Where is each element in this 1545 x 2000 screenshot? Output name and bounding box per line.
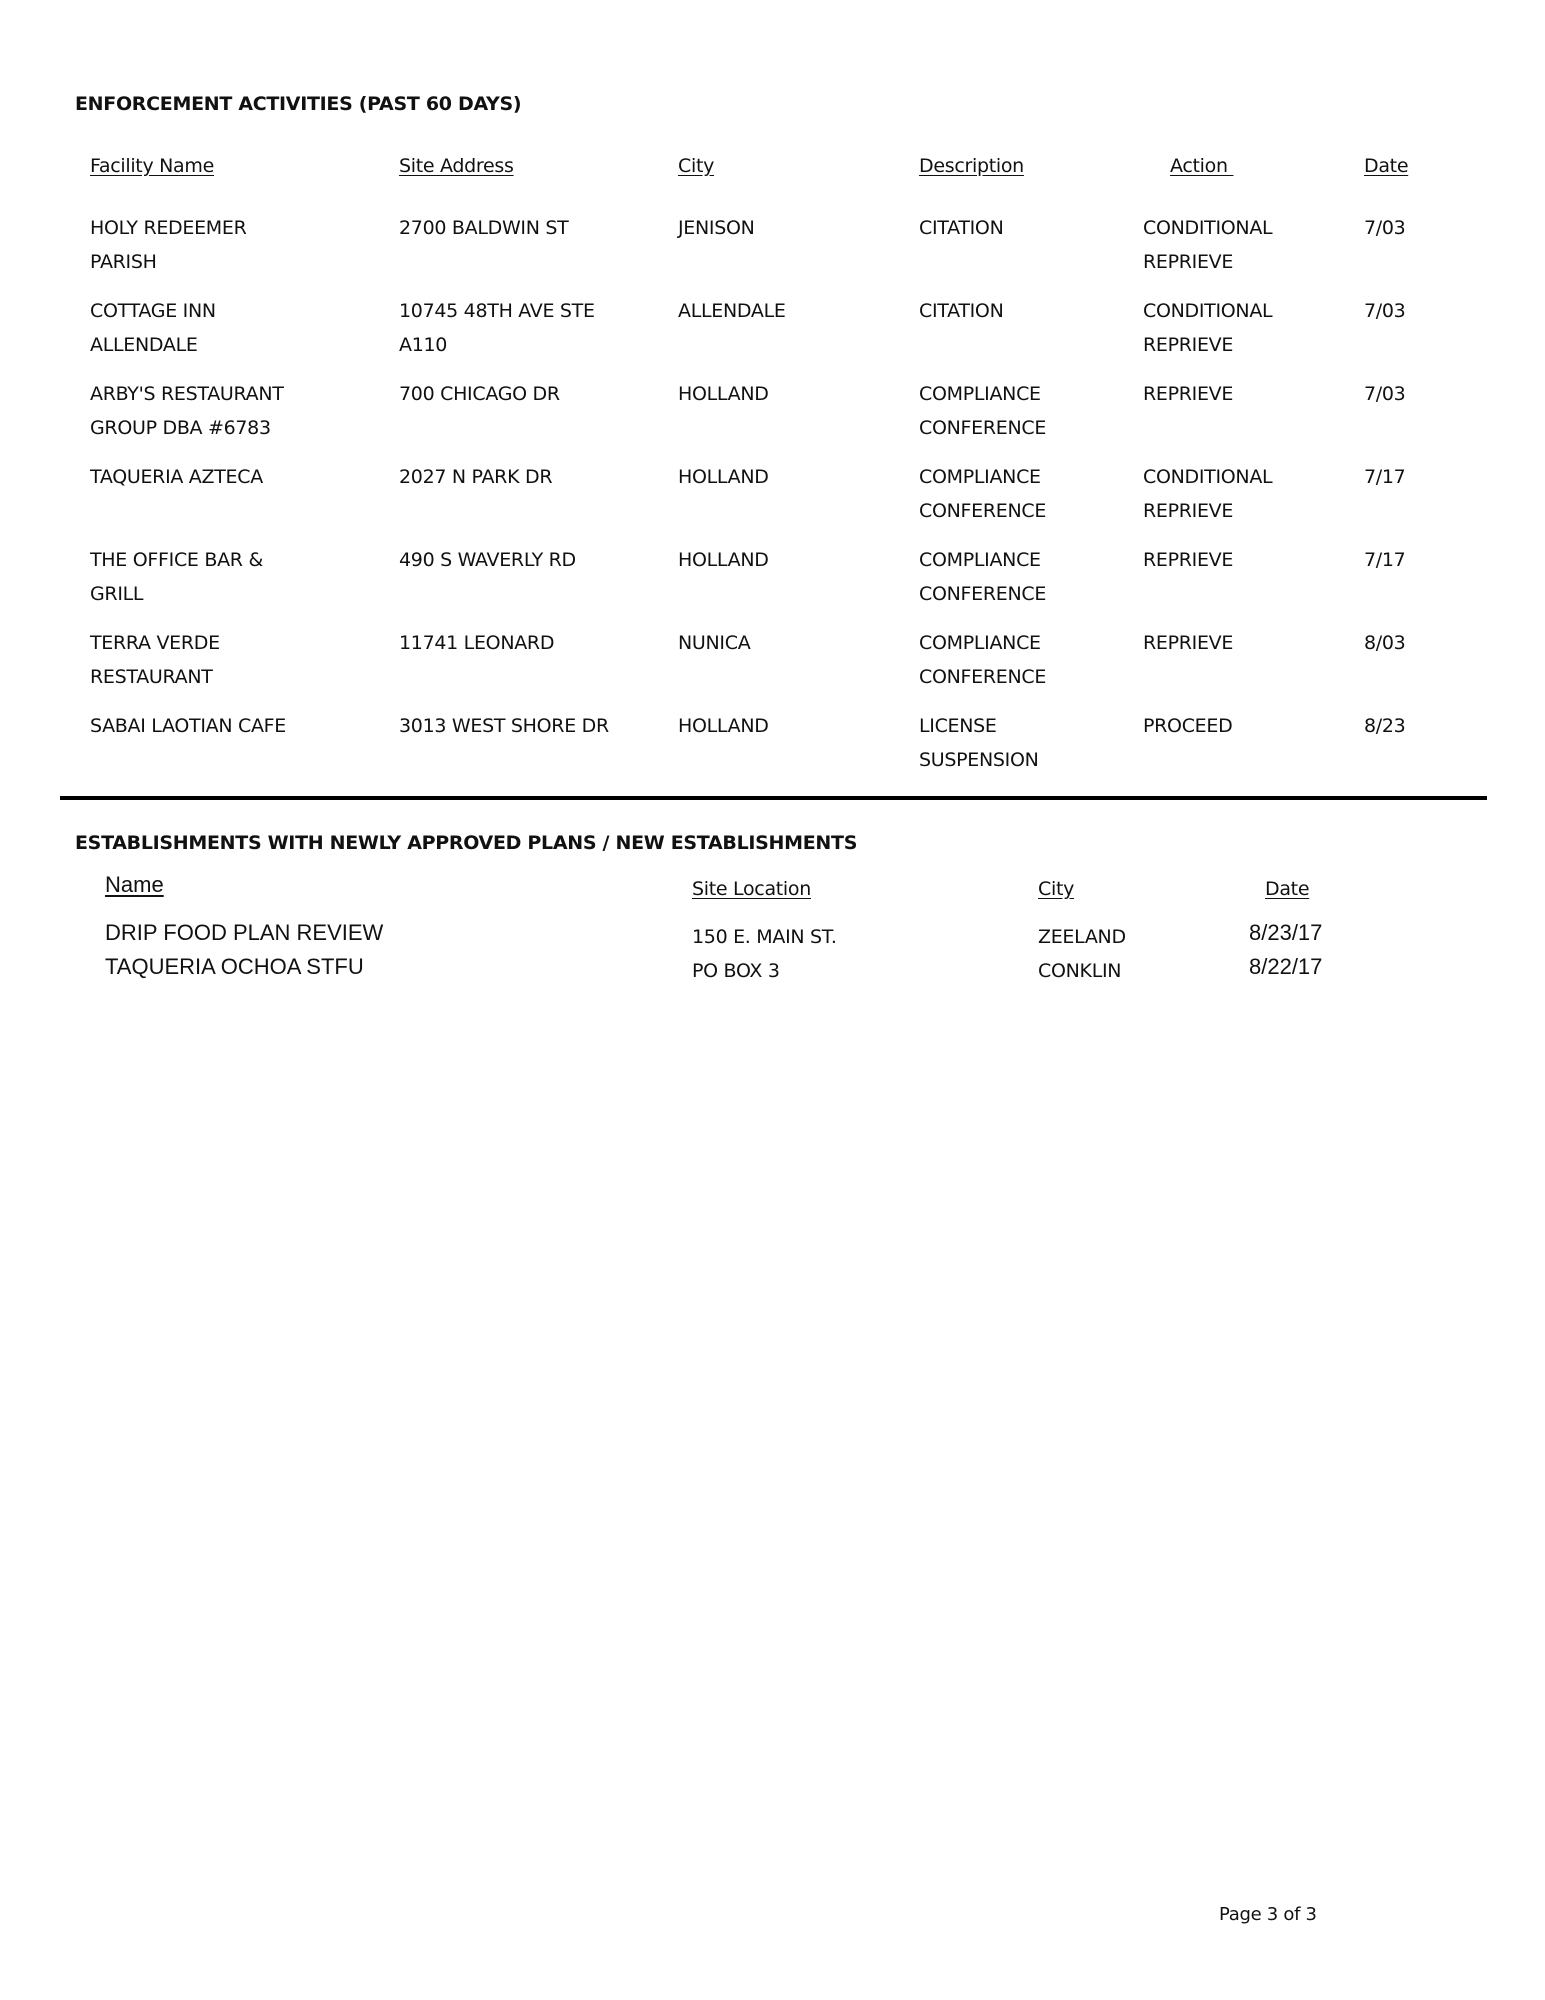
cell-address: 11741 LEONARD [399,632,555,654]
cell-action: CONDITIONAL REPRIEVE [1143,466,1273,522]
header-city: City [678,155,715,177]
cell-location: 150 E. MAIN ST. [692,926,837,948]
cell-date: 7/03 [1364,300,1406,322]
cell-city: CONKLIN [1038,960,1122,982]
cell-description: COMPLIANCE CONFERENCE [919,549,1047,605]
header-city: City [1038,878,1075,900]
cell-action: REPRIEVE [1143,549,1234,571]
cell-city: HOLLAND [678,715,769,737]
cell-name: TAQUERIA OCHOA STFU [105,954,364,979]
cell-city: NUNICA [678,632,751,654]
cell-date: 8/22/17 [1249,954,1323,979]
cell-city: HOLLAND [678,549,769,571]
establishments-section-title: ESTABLISHMENTS WITH NEWLY APPROVED PLANS / NEW ESTABLISHMENTS [75,832,858,854]
header-site-address: Site Address [399,155,514,177]
header-date: Date [1265,878,1310,900]
cell-date: 7/03 [1364,217,1406,239]
header-action: Action [1170,155,1234,177]
cell-facility: THE OFFICE BAR & GRILL [90,549,263,605]
cell-name: DRIP FOOD PLAN REVIEW [105,920,384,945]
cell-action: CONDITIONAL REPRIEVE [1143,217,1273,273]
cell-action: CONDITIONAL REPRIEVE [1143,300,1273,356]
cell-city: HOLLAND [678,383,769,405]
header-facility-name: Facility Name [90,155,214,177]
cell-address: 2027 N PARK DR [399,466,553,488]
cell-date: 8/23/17 [1249,920,1323,945]
header-name: Name [105,872,164,897]
section-divider [60,796,1487,800]
header-site-location: Site Location [692,878,811,900]
cell-address: 10745 48TH AVE STE A110 [399,300,595,356]
cell-date: 7/17 [1364,466,1406,488]
cell-city: JENISON [678,217,755,239]
cell-description: CITATION [919,217,1004,239]
page-number: Page 3 of 3 [1219,1904,1317,1925]
cell-address: 2700 BALDWIN ST [399,217,569,239]
cell-action: REPRIEVE [1143,632,1234,654]
cell-date: 8/03 [1364,632,1406,654]
cell-description: LICENSE SUSPENSION [919,715,1039,771]
cell-facility: ARBY'S RESTAURANT GROUP DBA #6783 [90,383,284,439]
header-description: Description [919,155,1024,177]
cell-city: HOLLAND [678,466,769,488]
cell-city: ALLENDALE [678,300,786,322]
cell-date: 8/23 [1364,715,1406,737]
cell-date: 7/17 [1364,549,1406,571]
cell-facility: TERRA VERDE RESTAURANT [90,632,220,688]
cell-facility: HOLY REDEEMER PARISH [90,217,247,273]
cell-description: CITATION [919,300,1004,322]
cell-address: 700 CHICAGO DR [399,383,560,405]
header-date: Date [1364,155,1409,177]
cell-address: 3013 WEST SHORE DR [399,715,609,737]
cell-facility: TAQUERIA AZTECA [90,466,263,488]
cell-date: 7/03 [1364,383,1406,405]
cell-description: COMPLIANCE CONFERENCE [919,466,1047,522]
cell-facility: COTTAGE INN ALLENDALE [90,300,216,356]
cell-facility: SABAI LAOTIAN CAFE [90,715,286,737]
cell-action: PROCEED [1143,715,1233,737]
cell-location: PO BOX 3 [692,960,780,982]
cell-address: 490 S WAVERLY RD [399,549,576,571]
enforcement-section-title: ENFORCEMENT ACTIVITIES (PAST 60 DAYS) [75,93,522,115]
cell-action: REPRIEVE [1143,383,1234,405]
cell-description: COMPLIANCE CONFERENCE [919,632,1047,688]
cell-city: ZEELAND [1038,926,1126,948]
cell-description: COMPLIANCE CONFERENCE [919,383,1047,439]
